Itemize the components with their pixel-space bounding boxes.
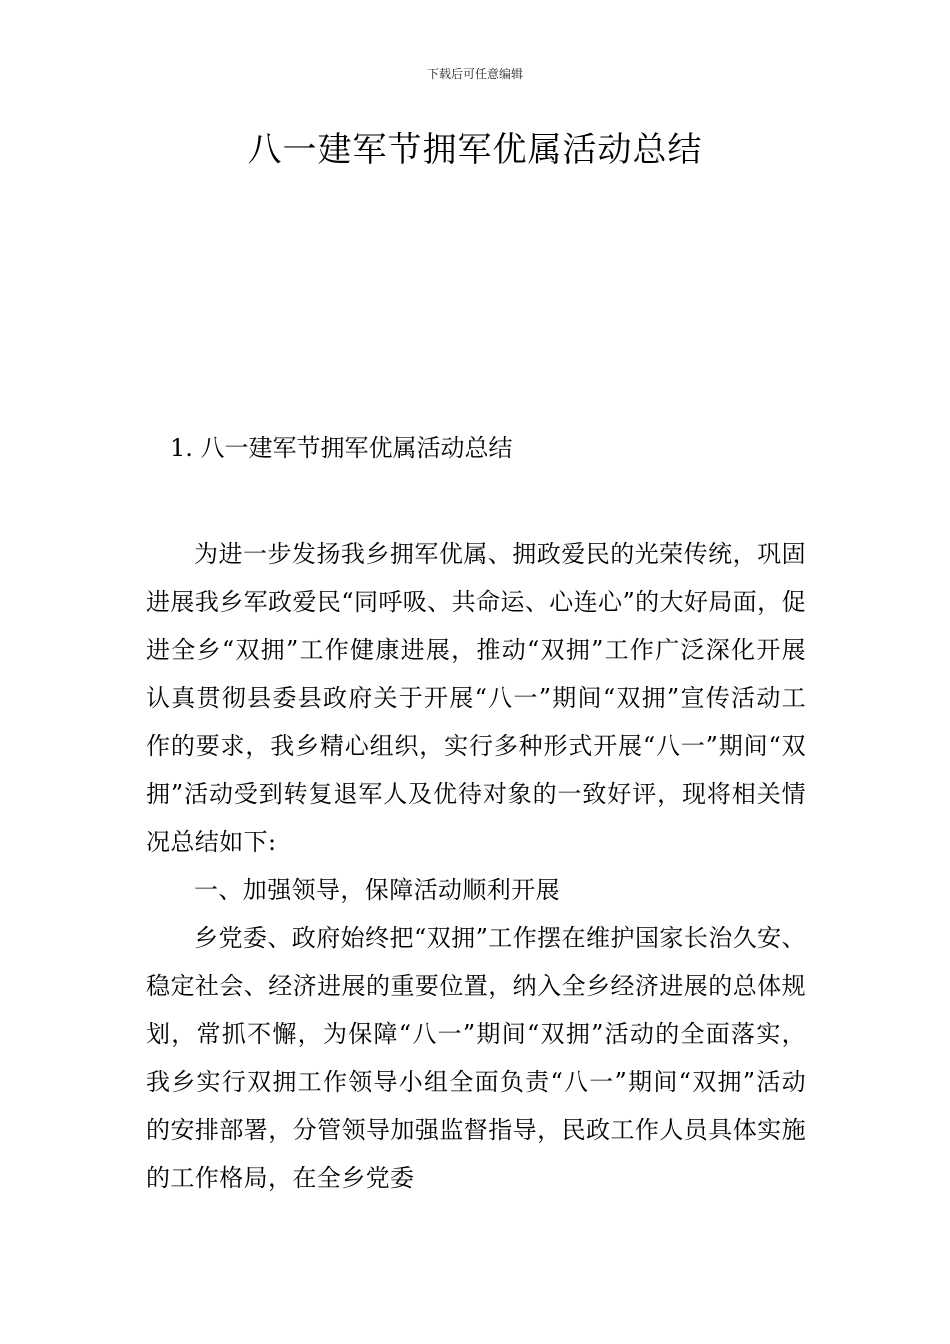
document-title: 八一建军节拥军优属活动总结 [247, 130, 703, 170]
paragraph-subheading: 一、加强领导，保障活动顺利开展 [194, 876, 560, 904]
paragraph-leadership: 乡党委、政府始终把“双拥”工作摆在维护国家长治久安、稳定社会、经济进展的重要位置，纳入全乡经济进展的总体规划，常抓不懈，为保障“八一”期间“双拥”活动的全面落实，我乡实行双拥工作领导小组全面负责“八一”期间“双拥”活动的安排部署，分管领导加强监督指导，民政工作人员具体实施的工作格局，在全乡党委 [146, 924, 806, 1192]
paragraph-intro: 为进一步发扬我乡拥军优属、拥政爱民的光荣传统，巩固进展我乡军政爱民“同呼吸、共命运、心连心”的大好局面，促进全乡“双拥”工作健康进展，推动“双拥”工作广泛深化开展认真贯彻县委县政府关于开展“八一”期间“双拥”宣传活动工作的要求，我乡精心组织，实行多种形式开展“八一”期间“双拥”活动受到转复退军人及优待对象的一致好评，现将相关情况总结如下: [146, 540, 806, 856]
section-heading: 1. 八一建军节拥军优属活动总结 [170, 434, 513, 462]
header-note: 下载后可任意编辑 [426, 67, 523, 81]
document-body [146, 530, 806, 1202]
